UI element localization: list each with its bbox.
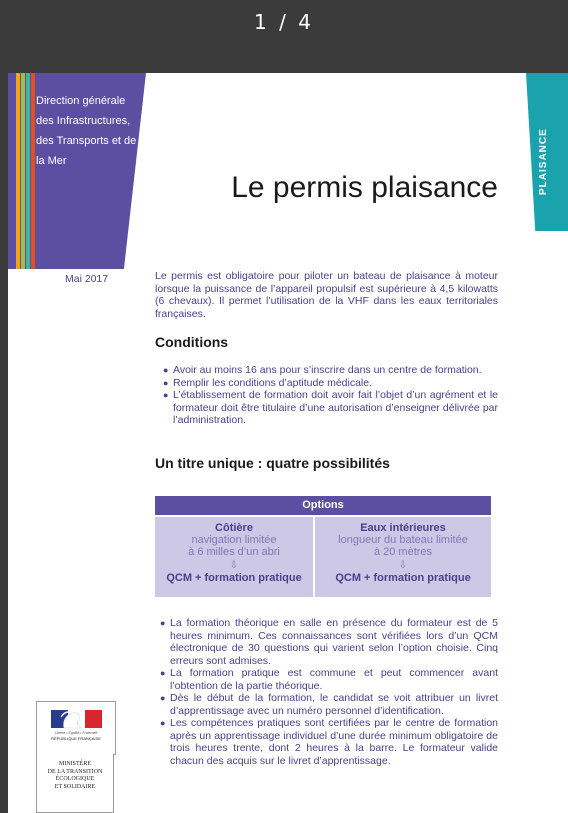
- accent-stripe-red: [31, 73, 35, 269]
- bullet-icon: ●: [163, 390, 169, 400]
- list-item-text: La formation pratique est commune et peut commencer avant l’obtention de la partie théorique.: [170, 667, 498, 692]
- section-tab-label: PLAISANCE: [538, 128, 549, 195]
- list-item-text: L’établissement de formation doit avoir fait l’objet d’un agrément et le formateur doit être titulaire d’une autorisation d’enseigner délivrée par l’administration.: [173, 389, 498, 426]
- list-item-text: Les compétences pratiques sont certifiées par le centre de formation après un apprentissage individuel d’une durée minimum obligatoire de trois heures trente, dont 2 heures à la barre. Le formateur valide chacun des acquis sur le livret d’apprentissage.: [170, 717, 498, 767]
- list-item: [160, 667, 498, 692]
- bullet-icon: ●: [160, 693, 166, 703]
- list-item: [163, 389, 498, 427]
- option-name: Eaux intérieures: [360, 522, 446, 534]
- ministry-line: ET SOLIDAIRE: [54, 783, 96, 790]
- list-item: [160, 692, 498, 717]
- list-item: [160, 617, 498, 667]
- viewer-toolbar: [0, 0, 568, 62]
- department-name: Direction générale des Infrastructures, des Transports et de la Mer: [36, 95, 137, 167]
- document-page: [8, 73, 568, 813]
- bullet-icon: ●: [160, 668, 166, 678]
- list-item: [163, 364, 498, 377]
- bullet-icon: ●: [160, 718, 166, 728]
- marianne-logo: [36, 701, 116, 755]
- option-name: Côtière: [215, 522, 253, 534]
- option-desc: à 6 milles d’un abri: [188, 546, 280, 558]
- option-mode: QCM + formation pratique: [335, 572, 471, 584]
- document-date: Mai 2017: [65, 273, 109, 285]
- conditions-list: [163, 364, 498, 427]
- bullet-icon: ●: [160, 618, 166, 628]
- republic-text: RÉPUBLIQUE FRANÇAISE: [51, 736, 101, 741]
- list-item: [163, 377, 498, 390]
- list-item-text: La formation théorique en salle en présence du formateur est de 5 heures minimum. Ces connaissances sont vérifiées lors d’un QCM électronique de 30 questions qui varient selon l’option choisie. Cinq erreurs sont admises.: [170, 617, 498, 667]
- bullet-icon: ●: [163, 377, 169, 388]
- list-item: [160, 717, 498, 767]
- option-mode: QCM + formation pratique: [166, 572, 302, 584]
- accent-stripe-green: [21, 73, 25, 269]
- arrow-down-icon: ⇩: [398, 560, 408, 571]
- unique-title-heading: Un titre unique : quatre possibilités: [155, 455, 390, 471]
- accent-stripe-orange: [16, 73, 20, 269]
- arrow-down-icon: ⇩: [229, 560, 239, 571]
- accent-stripe-teal: [26, 73, 30, 269]
- option-cotiere: [155, 517, 313, 597]
- ministry-line: ÉCOLOGIQUE: [55, 776, 95, 782]
- list-item-text: Avoir au moins 16 ans pour s’inscrire dans un centre de formation.: [173, 364, 482, 376]
- list-item-text: Remplir les conditions d’aptitude médicale.: [173, 376, 373, 389]
- document-title: Le permis plaisance: [231, 171, 498, 204]
- training-list: [160, 617, 498, 767]
- options-header: Options: [155, 496, 491, 515]
- conditions-heading: Conditions: [155, 334, 229, 350]
- motto-text: Liberté • Égalité • Fraternité: [54, 731, 98, 735]
- list-item-text: Dès le début de la formation, le candidat se voit attribuer un livret d’apprentissage avec un numéro personnel d’identification.: [170, 692, 498, 717]
- options-table: [155, 496, 491, 597]
- marianne-icon: [37, 702, 115, 732]
- option-eaux-interieures: [315, 517, 491, 597]
- ministry-line: DE LA TRANSITION: [47, 768, 103, 775]
- option-desc: navigation limitée: [191, 534, 277, 546]
- ministry-line: MINISTÈRE: [59, 761, 91, 767]
- page-counter: 1 / 4: [254, 10, 314, 34]
- bullet-icon: ●: [163, 365, 169, 375]
- ministry-name: [36, 754, 114, 813]
- option-desc: à 20 mètres: [373, 546, 433, 558]
- intro-paragraph: Le permis est obligatoire pour piloter un bateau de plaisance à moteur lorsque la puissance de l’appareil propulsif est supérieure à 4,5 kilowatts (6 chevaux). Il permet l’utilisation de la VHF dans les eaux territoriales françaises.: [155, 270, 498, 320]
- option-desc: longueur du bateau limitée: [338, 534, 468, 546]
